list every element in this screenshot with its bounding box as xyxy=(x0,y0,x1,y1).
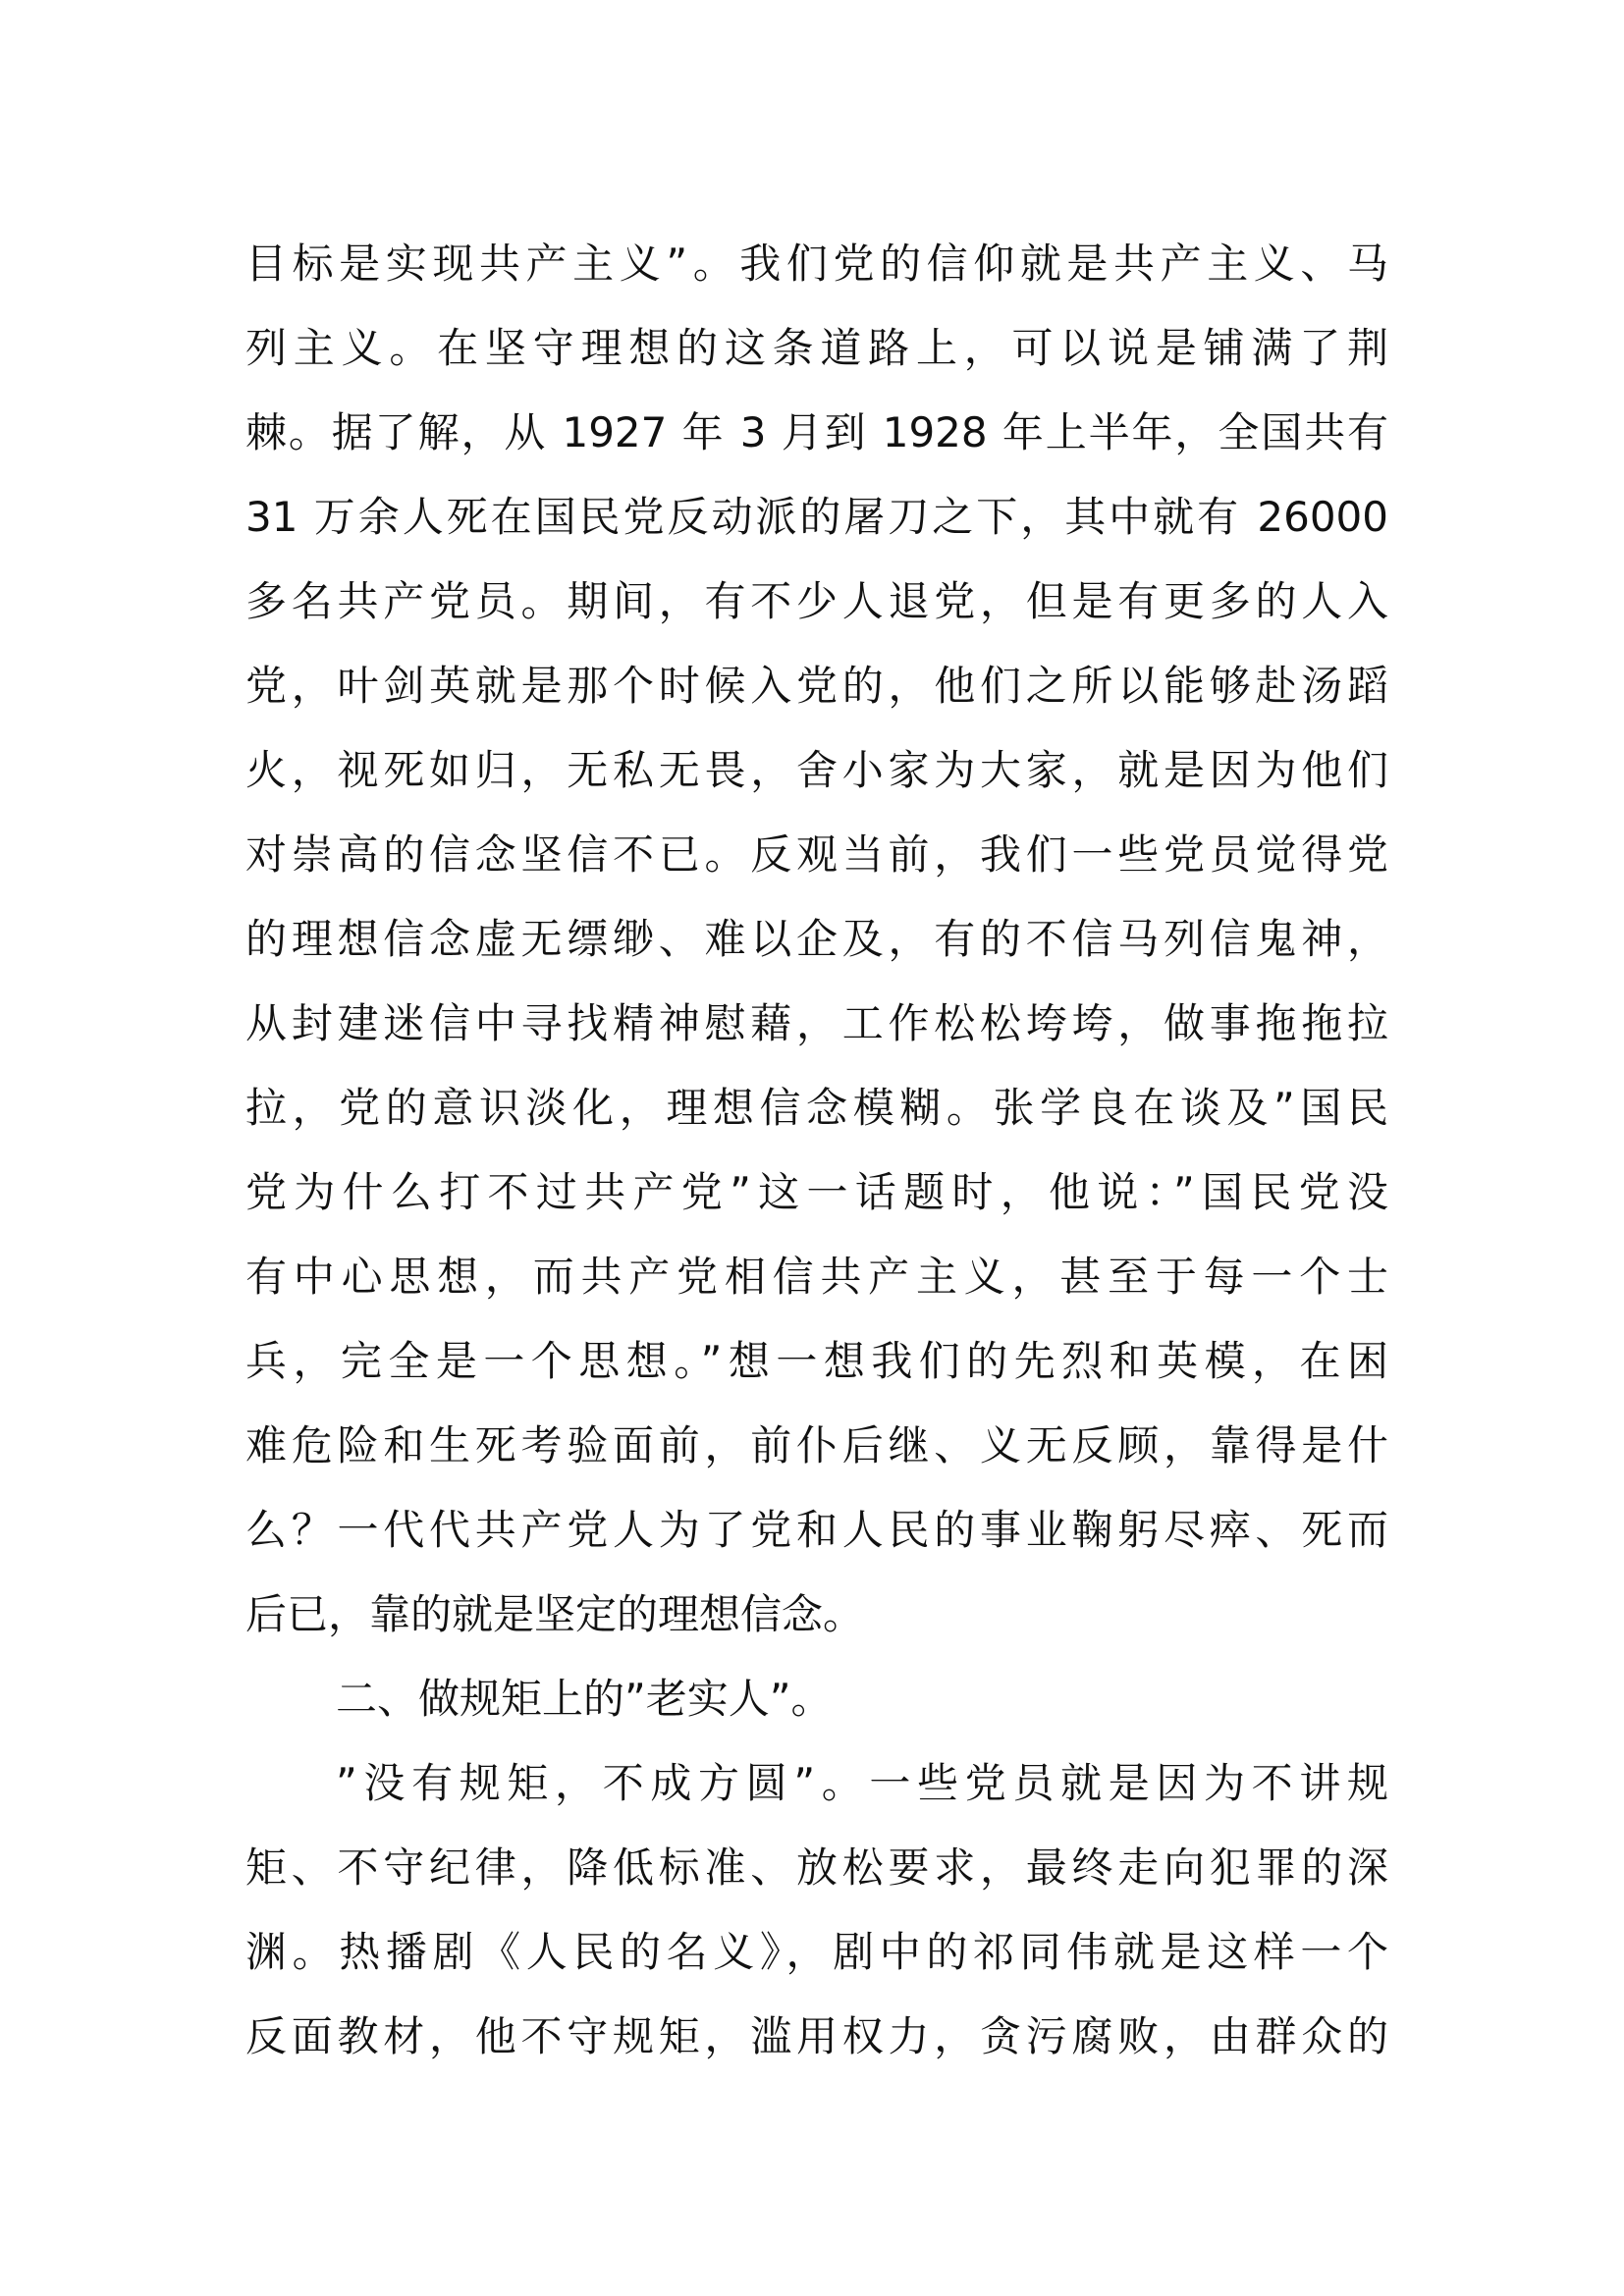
text-line: 难危险和生死考验面前，前仆后继、义无反顾，靠得是什 xyxy=(245,1421,1388,1469)
text-line: 列主义。在坚守理想的这条道路上，可以说是铺满了荆 xyxy=(245,324,1388,372)
text-line: 么？一代代共产党人为了党和人民的事业鞠躬尽瘁、死而 xyxy=(245,1506,1388,1554)
text-line: 党，叶剑英就是那个时候入党的，他们之所以能够赴汤蹈 xyxy=(245,662,1388,710)
text-line: 棘。据了解，从 1927 年 3 月到 1928 年上半年，全国共有 xyxy=(245,408,1388,456)
body-text xyxy=(245,222,1388,2079)
paragraph-first-line: ”没有规矩，不成方圆”。一些党员就是因为不讲规 xyxy=(336,1759,1388,1807)
text-line: 党为什么打不过共产党”这一话题时，他说：”国民党没 xyxy=(245,1168,1388,1216)
text-line: 有中心思想，而共产党相信共产主义，甚至于每一个士 xyxy=(245,1253,1388,1301)
text-line: 目标是实现共产主义”。我们党的信仰就是共产主义、马 xyxy=(245,240,1388,288)
text-line: 31 万余人死在国民党反动派的屠刀之下，其中就有 26000 xyxy=(245,493,1388,541)
text-line: 多名共产党员。期间，有不少人退党，但是有更多的人入 xyxy=(245,577,1388,625)
text-line: 火，视死如归，无私无畏，舍小家为大家，就是因为他们 xyxy=(245,746,1388,794)
text-line: 从封建迷信中寻找精神慰藉，工作松松垮垮，做事拖拖拉 xyxy=(245,999,1388,1047)
text-line: 反面教材，他不守规矩，滥用权力，贪污腐败，由群众的 xyxy=(245,2012,1388,2060)
section-heading: 二、做规矩上的”老实人”。 xyxy=(336,1675,833,1723)
text-line: 对崇高的信念坚信不已。反观当前，我们一些党员觉得党 xyxy=(245,830,1388,879)
text-line: 拉，党的意识淡化，理想信念模糊。张学良在谈及”国民 xyxy=(245,1084,1388,1132)
text-line: 兵，完全是一个思想。”想一想我们的先烈和英模，在困 xyxy=(245,1337,1388,1385)
text-line: 后已，靠的就是坚定的理想信念。 xyxy=(245,1590,865,1638)
text-line: 矩、不守纪律，降低标准、放松要求，最终走向犯罪的深 xyxy=(245,1843,1388,1892)
text-line: 渊。热播剧《人民的名义》，剧中的祁同伟就是这样一个 xyxy=(245,1928,1388,1976)
text-line: 的理想信念虚无缥缈、难以企及，有的不信马列信鬼神， xyxy=(245,915,1388,963)
